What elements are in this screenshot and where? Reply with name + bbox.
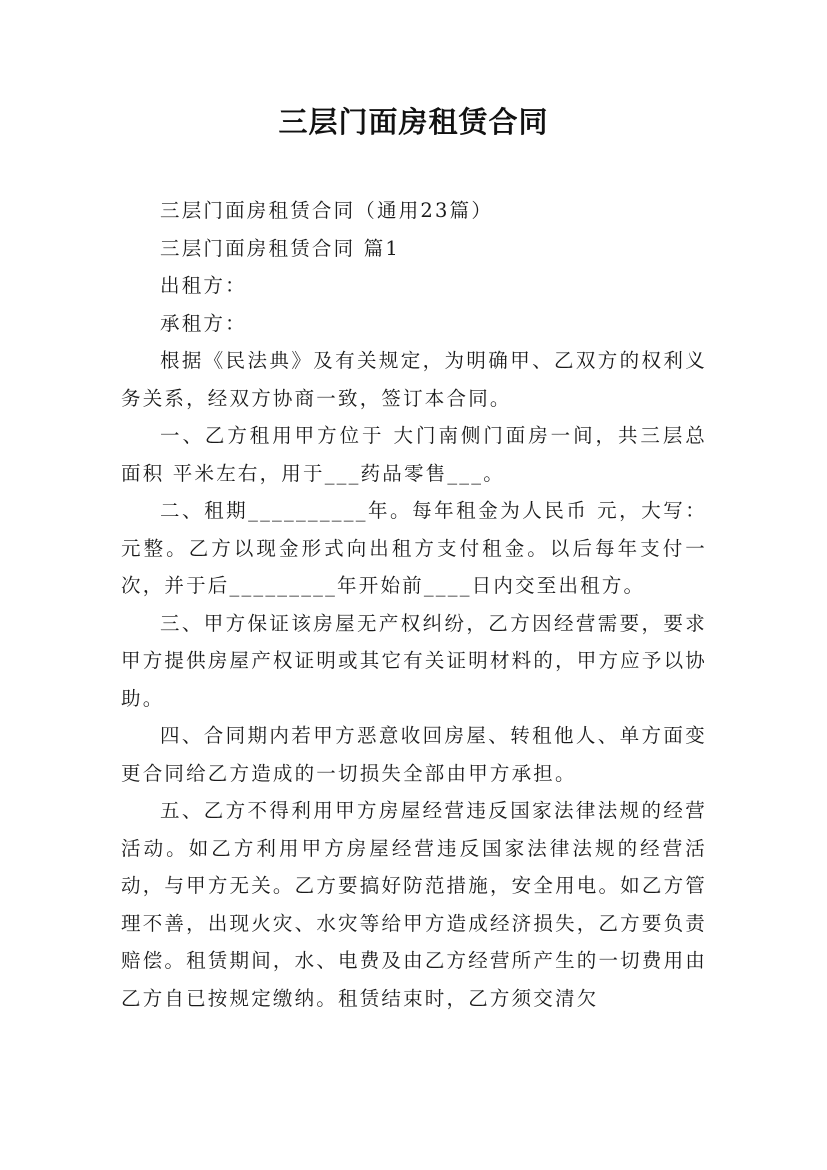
paragraph-section-heading: 三层门面房租赁合同 篇1 (160, 236, 401, 260)
paragraph-lessee: 承租方： (160, 311, 247, 335)
paragraph-clause-4: 四、合同期内若甲方恶意收回房屋、转租他人、单方面变更合同给乙方造成的一切损失全部由甲方承担。 (121, 724, 707, 785)
paragraph-clause-1: 一、乙方租用甲方位于 大门南侧门面房一间，共三层总面积 平米左右，用于___药品零售___。 (121, 424, 707, 485)
paragraph-preamble: 根据《民法典》及有关规定，为明确甲、乙双方的权利义务关系，经双方协商一致，签订本合同。 (121, 349, 707, 410)
paragraph-subtitle: 三层门面房租赁合同（通用23篇） (160, 199, 494, 222)
document-body (121, 192, 707, 1017)
paragraph-lessor: 出租方： (160, 274, 247, 297)
paragraph-clause-3: 三、甲方保证该房屋无产权纠纷，乙方因经营需要，要求甲方提供房屋产权证明或其它有关证明材料的，甲方应予以协助。 (121, 611, 707, 710)
document-title: 三层门面房租赁合同 (278, 105, 549, 139)
paragraph-clause-2: 二、租期__________年。每年租金为人民币 元，大写：元整。乙方以现金形式向出租方支付租金。以后每年支付一次，并于后_________年开始前____日内交至出租方。 (121, 499, 707, 597)
paragraph-clause-5: 五、乙方不得利用甲方房屋经营违反国家法律法规的经营活动。如乙方利用甲方房屋经营违反国家法律法规的经营活动，与甲方无关。乙方要搞好防范措施，安全用电。如乙方管理不善，出现火灾、水灾等给甲方造成经济损失，乙方要负责赔偿。租赁期间，水、电费及由乙方经营所产生的一切费用由乙方自已按规定缴纳。租赁结束时，乙方须交清欠 (121, 799, 707, 1010)
